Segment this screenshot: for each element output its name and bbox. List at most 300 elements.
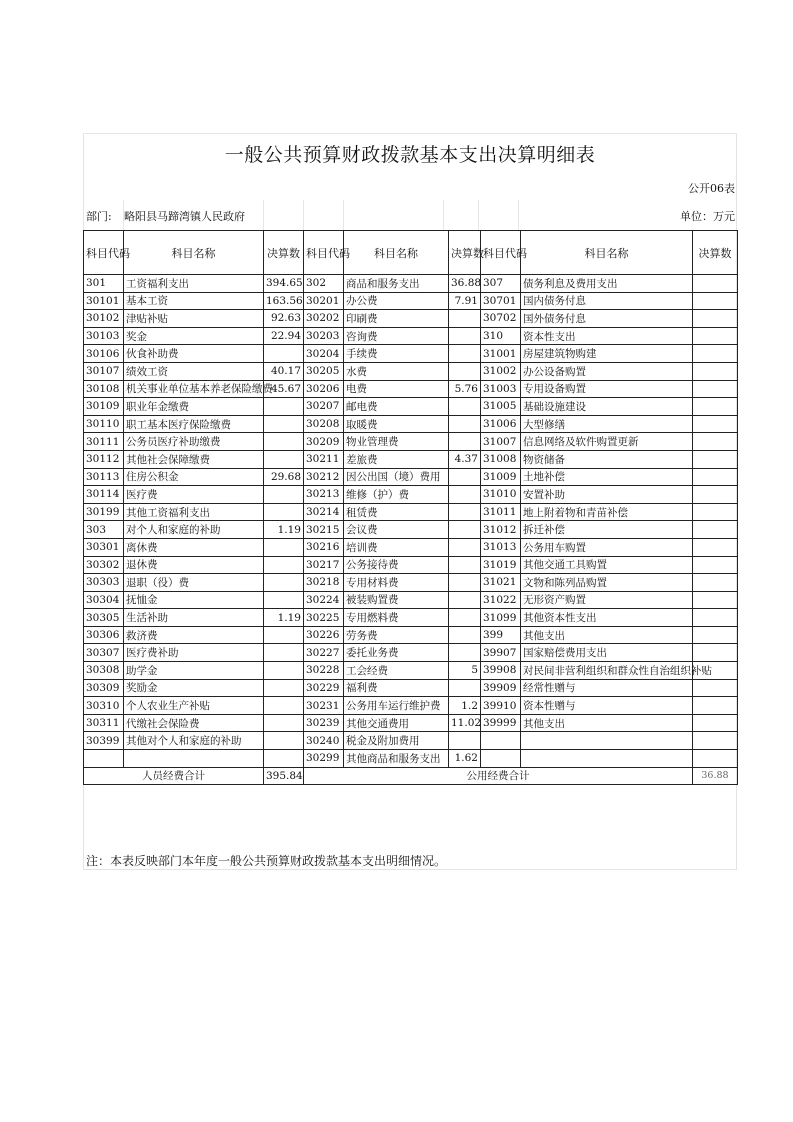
cell-name-1: 退职（役）费 bbox=[124, 574, 264, 592]
cell-name-3: 经常性赠与 bbox=[521, 679, 693, 697]
cell-amount-2 bbox=[449, 468, 481, 486]
cell-amount-3 bbox=[693, 345, 738, 363]
table-header-row bbox=[84, 231, 738, 275]
public-total-value: 36.88 bbox=[693, 767, 738, 785]
cell-amount-2 bbox=[449, 327, 481, 345]
cell-name-3: 办公设备购置 bbox=[521, 362, 693, 380]
cell-amount-2 bbox=[449, 626, 481, 644]
header-code-2: 科目代码 bbox=[304, 231, 344, 275]
cell-name-1: 其他社会保障缴费 bbox=[124, 450, 264, 468]
cell-code-3 bbox=[481, 732, 521, 750]
cell-amount-2 bbox=[449, 415, 481, 433]
cell-code-2: 30211 bbox=[304, 450, 344, 468]
cell-code-3: 31008 bbox=[481, 450, 521, 468]
table-row bbox=[84, 398, 738, 416]
cell-name-1: 对个人和家庭的补助 bbox=[124, 521, 264, 539]
cell-amount-3 bbox=[693, 609, 738, 627]
cell-amount-2: 5 bbox=[449, 662, 481, 680]
cell-code-1: 30112 bbox=[84, 450, 124, 468]
cell-amount-2: 7.91 bbox=[449, 292, 481, 310]
cell-amount-1 bbox=[264, 433, 304, 451]
cell-name-3: 无形资产购置 bbox=[521, 591, 693, 609]
cell-code-1: 30305 bbox=[84, 609, 124, 627]
cell-code-3: 30702 bbox=[481, 310, 521, 328]
cell-amount-3 bbox=[693, 732, 738, 750]
table-row bbox=[84, 362, 738, 380]
cell-code-3: 310 bbox=[481, 327, 521, 345]
cell-amount-1 bbox=[264, 626, 304, 644]
cell-amount-3 bbox=[693, 433, 738, 451]
cell-name-1: 代缴社会保险费 bbox=[124, 714, 264, 732]
cell-name-2: 劳务费 bbox=[344, 626, 449, 644]
table-row bbox=[84, 732, 738, 750]
cell-amount-3 bbox=[693, 626, 738, 644]
cell-name-3 bbox=[521, 750, 693, 768]
cell-name-1: 生活补助 bbox=[124, 609, 264, 627]
cell-code-2: 30213 bbox=[304, 486, 344, 504]
cell-amount-3 bbox=[693, 697, 738, 715]
cell-amount-2 bbox=[449, 310, 481, 328]
cell-code-2: 30209 bbox=[304, 433, 344, 451]
cell-amount-1 bbox=[264, 697, 304, 715]
cell-amount-3 bbox=[693, 292, 738, 310]
cell-amount-3 bbox=[693, 556, 738, 574]
cell-amount-2 bbox=[449, 574, 481, 592]
cell-code-1: 30113 bbox=[84, 468, 124, 486]
cell-code-3: 399 bbox=[481, 626, 521, 644]
cell-amount-3 bbox=[693, 521, 738, 539]
cell-amount-1: 40.17 bbox=[264, 362, 304, 380]
cell-amount-1 bbox=[264, 503, 304, 521]
cell-name-2: 因公出国（境）费用 bbox=[344, 468, 449, 486]
table-row bbox=[84, 556, 738, 574]
cell-name-1: 抚恤金 bbox=[124, 591, 264, 609]
cell-amount-2: 4.37 bbox=[449, 450, 481, 468]
cell-amount-3 bbox=[693, 398, 738, 416]
table-row bbox=[84, 644, 738, 662]
cell-amount-1: 29.68 bbox=[264, 468, 304, 486]
table-body bbox=[84, 275, 738, 768]
cell-name-1: 工资福利支出 bbox=[124, 275, 264, 293]
cell-name-2: 印刷费 bbox=[344, 310, 449, 328]
cell-name-1: 其他对个人和家庭的补助 bbox=[124, 732, 264, 750]
cell-amount-3 bbox=[693, 327, 738, 345]
cell-code-1: 30111 bbox=[84, 433, 124, 451]
cell-code-1: 30306 bbox=[84, 626, 124, 644]
cell-name-2: 培训费 bbox=[344, 538, 449, 556]
cell-code-3: 39910 bbox=[481, 697, 521, 715]
cell-name-3: 信息网络及软件购置更新 bbox=[521, 433, 693, 451]
cell-name-2: 公务接待费 bbox=[344, 556, 449, 574]
cell-amount-1 bbox=[264, 574, 304, 592]
cell-amount-1 bbox=[264, 486, 304, 504]
cell-name-1 bbox=[124, 750, 264, 768]
personnel-total-label: 人员经费合计 bbox=[84, 767, 264, 785]
cell-amount-1: 45.67 bbox=[264, 380, 304, 398]
table-row bbox=[84, 433, 738, 451]
cell-code-2: 30218 bbox=[304, 574, 344, 592]
department-name: 略阳县马蹄湾镇人民政府 bbox=[124, 210, 245, 223]
cell-name-1: 离休费 bbox=[124, 538, 264, 556]
unit-label: 单位：万元 bbox=[680, 210, 735, 223]
cell-name-3: 国内债务付息 bbox=[521, 292, 693, 310]
cell-name-3: 文物和陈列品购置 bbox=[521, 574, 693, 592]
cell-name-3: 专用设备购置 bbox=[521, 380, 693, 398]
cell-name-2: 取暖费 bbox=[344, 415, 449, 433]
cell-amount-2 bbox=[449, 556, 481, 574]
cell-name-2: 咨询费 bbox=[344, 327, 449, 345]
cell-name-2: 被装购置费 bbox=[344, 591, 449, 609]
cell-amount-1: 163.56 bbox=[264, 292, 304, 310]
cell-code-1: 30107 bbox=[84, 362, 124, 380]
header-name-3: 科目名称 bbox=[521, 231, 693, 275]
cell-code-1: 30109 bbox=[84, 398, 124, 416]
cell-amount-1: 22.94 bbox=[264, 327, 304, 345]
cell-code-2: 30202 bbox=[304, 310, 344, 328]
cell-name-2: 电费 bbox=[344, 380, 449, 398]
cell-code-2: 30215 bbox=[304, 521, 344, 539]
cell-amount-2 bbox=[449, 433, 481, 451]
cell-code-3: 39908 bbox=[481, 662, 521, 680]
table-row bbox=[84, 275, 738, 293]
cell-name-2: 会议费 bbox=[344, 521, 449, 539]
department-label: 部门: bbox=[86, 210, 112, 223]
cell-amount-3 bbox=[693, 468, 738, 486]
cell-code-3: 307 bbox=[481, 275, 521, 293]
cell-name-1: 助学金 bbox=[124, 662, 264, 680]
cell-code-3: 31006 bbox=[481, 415, 521, 433]
cell-amount-3 bbox=[693, 750, 738, 768]
cell-name-1: 津贴补贴 bbox=[124, 310, 264, 328]
cell-amount-2 bbox=[449, 679, 481, 697]
cell-code-2: 30207 bbox=[304, 398, 344, 416]
cell-amount-1 bbox=[264, 556, 304, 574]
cell-name-2: 委托业务费 bbox=[344, 644, 449, 662]
cell-code-1: 30110 bbox=[84, 415, 124, 433]
cell-code-3: 39999 bbox=[481, 714, 521, 732]
table-row bbox=[84, 626, 738, 644]
cell-code-1 bbox=[84, 750, 124, 768]
table-row bbox=[84, 450, 738, 468]
cell-amount-2 bbox=[449, 345, 481, 363]
cell-code-1: 30106 bbox=[84, 345, 124, 363]
cell-amount-1 bbox=[264, 714, 304, 732]
cell-amount-2 bbox=[449, 486, 481, 504]
cell-code-2: 30240 bbox=[304, 732, 344, 750]
cell-name-2: 商品和服务支出 bbox=[344, 275, 449, 293]
cell-name-1: 医疗费补助 bbox=[124, 644, 264, 662]
cell-amount-2 bbox=[449, 732, 481, 750]
table-row bbox=[84, 486, 738, 504]
cell-code-1: 301 bbox=[84, 275, 124, 293]
cell-name-1: 医疗费 bbox=[124, 486, 264, 504]
cell-code-3: 31007 bbox=[481, 433, 521, 451]
cell-code-3: 31011 bbox=[481, 503, 521, 521]
cell-amount-1 bbox=[264, 750, 304, 768]
cell-name-1: 退休费 bbox=[124, 556, 264, 574]
expenditure-table bbox=[83, 230, 738, 785]
cell-code-3: 31019 bbox=[481, 556, 521, 574]
cell-amount-2 bbox=[449, 538, 481, 556]
cell-amount-3 bbox=[693, 275, 738, 293]
cell-code-2: 30239 bbox=[304, 714, 344, 732]
cell-code-3: 31001 bbox=[481, 345, 521, 363]
cell-amount-2: 11.02 bbox=[449, 714, 481, 732]
header-amount-2: 决算数 bbox=[449, 231, 481, 275]
table-row bbox=[84, 714, 738, 732]
cell-name-3: 资本性支出 bbox=[521, 327, 693, 345]
cell-name-1: 职业年金缴费 bbox=[124, 398, 264, 416]
table-row bbox=[84, 591, 738, 609]
cell-name-1: 机关事业单位基本养老保险缴费 bbox=[124, 380, 264, 398]
header-name-2: 科目名称 bbox=[344, 231, 449, 275]
cell-name-2: 税金及附加费用 bbox=[344, 732, 449, 750]
table-row bbox=[84, 538, 738, 556]
cell-code-2: 30205 bbox=[304, 362, 344, 380]
cell-amount-2: 36.88 bbox=[449, 275, 481, 293]
table-row bbox=[84, 468, 738, 486]
cell-code-3: 31003 bbox=[481, 380, 521, 398]
public-total-label: 公用经费合计 bbox=[304, 767, 693, 785]
cell-name-3: 基础设施建设 bbox=[521, 398, 693, 416]
cell-amount-2 bbox=[449, 644, 481, 662]
cell-code-1: 30399 bbox=[84, 732, 124, 750]
cell-code-2: 30212 bbox=[304, 468, 344, 486]
cell-amount-2: 1.2 bbox=[449, 697, 481, 715]
cell-amount-1 bbox=[264, 345, 304, 363]
cell-code-3 bbox=[481, 750, 521, 768]
cell-amount-3 bbox=[693, 714, 738, 732]
cell-name-1: 基本工资 bbox=[124, 292, 264, 310]
cell-amount-1 bbox=[264, 679, 304, 697]
cell-code-2: 30216 bbox=[304, 538, 344, 556]
cell-name-3: 大型修缮 bbox=[521, 415, 693, 433]
table-row bbox=[84, 345, 738, 363]
cell-name-3: 拆迁补偿 bbox=[521, 521, 693, 539]
table-row bbox=[84, 327, 738, 345]
cell-amount-1 bbox=[264, 450, 304, 468]
cell-name-1: 职工基本医疗保险缴费 bbox=[124, 415, 264, 433]
cell-code-1: 30310 bbox=[84, 697, 124, 715]
cell-name-3: 其他支出 bbox=[521, 626, 693, 644]
cell-name-3: 对民间非营利组织和群众性自治组织补贴 bbox=[521, 662, 693, 680]
cell-name-1: 伙食补助费 bbox=[124, 345, 264, 363]
cell-code-2: 30231 bbox=[304, 697, 344, 715]
cell-amount-3 bbox=[693, 450, 738, 468]
cell-amount-3 bbox=[693, 591, 738, 609]
table-row bbox=[84, 415, 738, 433]
cell-code-2: 30227 bbox=[304, 644, 344, 662]
cell-code-2: 30299 bbox=[304, 750, 344, 768]
cell-amount-3 bbox=[693, 679, 738, 697]
cell-amount-2 bbox=[449, 398, 481, 416]
cell-amount-1 bbox=[264, 662, 304, 680]
cell-amount-3 bbox=[693, 644, 738, 662]
cell-name-1: 救济费 bbox=[124, 626, 264, 644]
cell-code-1: 30308 bbox=[84, 662, 124, 680]
table-row bbox=[84, 310, 738, 328]
cell-name-3: 房屋建筑物购建 bbox=[521, 345, 693, 363]
cell-code-1: 30114 bbox=[84, 486, 124, 504]
cell-name-1: 奖励金 bbox=[124, 679, 264, 697]
cell-name-3: 资本性赠与 bbox=[521, 697, 693, 715]
page-title: 一般公共预算财政拨款基本支出决算明细表 bbox=[224, 144, 596, 166]
cell-name-2: 专用材料费 bbox=[344, 574, 449, 592]
cell-name-2: 专用燃料费 bbox=[344, 609, 449, 627]
cell-amount-2 bbox=[449, 362, 481, 380]
cell-name-2: 租赁费 bbox=[344, 503, 449, 521]
cell-name-2: 福利费 bbox=[344, 679, 449, 697]
cell-code-1: 30303 bbox=[84, 574, 124, 592]
cell-name-2: 水费 bbox=[344, 362, 449, 380]
cell-amount-1 bbox=[264, 398, 304, 416]
cell-code-3: 31013 bbox=[481, 538, 521, 556]
cell-name-2: 公务用车运行维护费 bbox=[344, 697, 449, 715]
cell-code-1: 30103 bbox=[84, 327, 124, 345]
form-code: 公开06表 bbox=[688, 182, 735, 195]
cell-code-3: 31021 bbox=[481, 574, 521, 592]
cell-name-2: 物业管理费 bbox=[344, 433, 449, 451]
cell-name-1: 个人农业生产补贴 bbox=[124, 697, 264, 715]
cell-name-3: 物资储备 bbox=[521, 450, 693, 468]
table-row bbox=[84, 697, 738, 715]
cell-name-1: 奖金 bbox=[124, 327, 264, 345]
cell-code-1: 30311 bbox=[84, 714, 124, 732]
totals-row bbox=[84, 767, 738, 785]
cell-name-3: 土地补偿 bbox=[521, 468, 693, 486]
cell-amount-3 bbox=[693, 486, 738, 504]
table-row bbox=[84, 503, 738, 521]
cell-code-2: 30217 bbox=[304, 556, 344, 574]
cell-name-3: 其他资本性支出 bbox=[521, 609, 693, 627]
cell-code-1: 30307 bbox=[84, 644, 124, 662]
cell-name-1: 住房公积金 bbox=[124, 468, 264, 486]
table-row bbox=[84, 521, 738, 539]
header-code-3: 科目代码 bbox=[481, 231, 521, 275]
cell-amount-2 bbox=[449, 591, 481, 609]
cell-amount-1: 1.19 bbox=[264, 521, 304, 539]
cell-name-3: 地上附着物和青苗补偿 bbox=[521, 503, 693, 521]
table-row bbox=[84, 292, 738, 310]
cell-code-3: 30701 bbox=[481, 292, 521, 310]
table-row bbox=[84, 609, 738, 627]
table-row bbox=[84, 662, 738, 680]
cell-code-2: 30203 bbox=[304, 327, 344, 345]
header-amount-3: 决算数 bbox=[693, 231, 738, 275]
cell-amount-3 bbox=[693, 415, 738, 433]
cell-name-2: 工会经费 bbox=[344, 662, 449, 680]
cell-name-2: 其他商品和服务支出 bbox=[344, 750, 449, 768]
cell-amount-1 bbox=[264, 415, 304, 433]
header-code-1: 科目代码 bbox=[84, 231, 124, 275]
cell-code-1: 30101 bbox=[84, 292, 124, 310]
cell-amount-2 bbox=[449, 503, 481, 521]
cell-name-3: 其他支出 bbox=[521, 714, 693, 732]
cell-amount-2: 1.62 bbox=[449, 750, 481, 768]
cell-amount-1 bbox=[264, 591, 304, 609]
cell-code-2: 30225 bbox=[304, 609, 344, 627]
cell-name-3: 安置补助 bbox=[521, 486, 693, 504]
cell-name-3: 债务利息及费用支出 bbox=[521, 275, 693, 293]
cell-code-3: 31099 bbox=[481, 609, 521, 627]
header-amount-1: 决算数 bbox=[264, 231, 304, 275]
cell-code-1: 30199 bbox=[84, 503, 124, 521]
cell-name-3: 公务用车购置 bbox=[521, 538, 693, 556]
cell-name-3: 国外债务付息 bbox=[521, 310, 693, 328]
cell-code-2: 30214 bbox=[304, 503, 344, 521]
cell-name-2: 差旅费 bbox=[344, 450, 449, 468]
cell-amount-1: 394.65 bbox=[264, 275, 304, 293]
header-name-1: 科目名称 bbox=[124, 231, 264, 275]
cell-name-3: 其他交通工具购置 bbox=[521, 556, 693, 574]
table-row bbox=[84, 750, 738, 768]
cell-code-1: 303 bbox=[84, 521, 124, 539]
cell-amount-2 bbox=[449, 521, 481, 539]
cell-name-2: 手续费 bbox=[344, 345, 449, 363]
cell-code-3: 31022 bbox=[481, 591, 521, 609]
cell-name-2: 办公费 bbox=[344, 292, 449, 310]
personnel-total-value: 395.84 bbox=[264, 767, 304, 785]
cell-code-1: 30309 bbox=[84, 679, 124, 697]
cell-code-3: 39909 bbox=[481, 679, 521, 697]
cell-code-3: 31012 bbox=[481, 521, 521, 539]
table-row bbox=[84, 679, 738, 697]
cell-code-2: 30206 bbox=[304, 380, 344, 398]
cell-code-2: 30228 bbox=[304, 662, 344, 680]
cell-amount-3 bbox=[693, 538, 738, 556]
cell-name-2: 邮电费 bbox=[344, 398, 449, 416]
cell-code-2: 302 bbox=[304, 275, 344, 293]
table-row bbox=[84, 380, 738, 398]
cell-amount-2: 5.76 bbox=[449, 380, 481, 398]
cell-amount-3 bbox=[693, 362, 738, 380]
cell-amount-1: 1.19 bbox=[264, 609, 304, 627]
cell-code-2: 30226 bbox=[304, 626, 344, 644]
cell-name-3 bbox=[521, 732, 693, 750]
cell-code-1: 30302 bbox=[84, 556, 124, 574]
cell-code-3: 31010 bbox=[481, 486, 521, 504]
cell-amount-2 bbox=[449, 609, 481, 627]
cell-name-1: 公务员医疗补助缴费 bbox=[124, 433, 264, 451]
cell-amount-3 bbox=[693, 380, 738, 398]
cell-amount-1 bbox=[264, 538, 304, 556]
cell-amount-1 bbox=[264, 732, 304, 750]
cell-code-3: 31005 bbox=[481, 398, 521, 416]
cell-amount-3 bbox=[693, 574, 738, 592]
cell-amount-3 bbox=[693, 503, 738, 521]
cell-code-1: 30301 bbox=[84, 538, 124, 556]
cell-code-1: 30108 bbox=[84, 380, 124, 398]
cell-code-2: 30224 bbox=[304, 591, 344, 609]
cell-code-2: 30201 bbox=[304, 292, 344, 310]
cell-name-1: 绩效工资 bbox=[124, 362, 264, 380]
cell-code-3: 31009 bbox=[481, 468, 521, 486]
footnote: 注：本表反映部门本年度一般公共预算财政拨款基本支出明细情况。 bbox=[86, 854, 447, 868]
cell-amount-1: 92.63 bbox=[264, 310, 304, 328]
cell-name-3: 国家赔偿费用支出 bbox=[521, 644, 693, 662]
cell-amount-1 bbox=[264, 644, 304, 662]
table-row bbox=[84, 574, 738, 592]
cell-code-2: 30204 bbox=[304, 345, 344, 363]
cell-code-1: 30102 bbox=[84, 310, 124, 328]
cell-code-3: 39907 bbox=[481, 644, 521, 662]
cell-name-2: 其他交通费用 bbox=[344, 714, 449, 732]
cell-name-2: 维修（护）费 bbox=[344, 486, 449, 504]
cell-code-1: 30304 bbox=[84, 591, 124, 609]
cell-code-2: 30208 bbox=[304, 415, 344, 433]
cell-code-3: 31002 bbox=[481, 362, 521, 380]
cell-name-1: 其他工资福利支出 bbox=[124, 503, 264, 521]
